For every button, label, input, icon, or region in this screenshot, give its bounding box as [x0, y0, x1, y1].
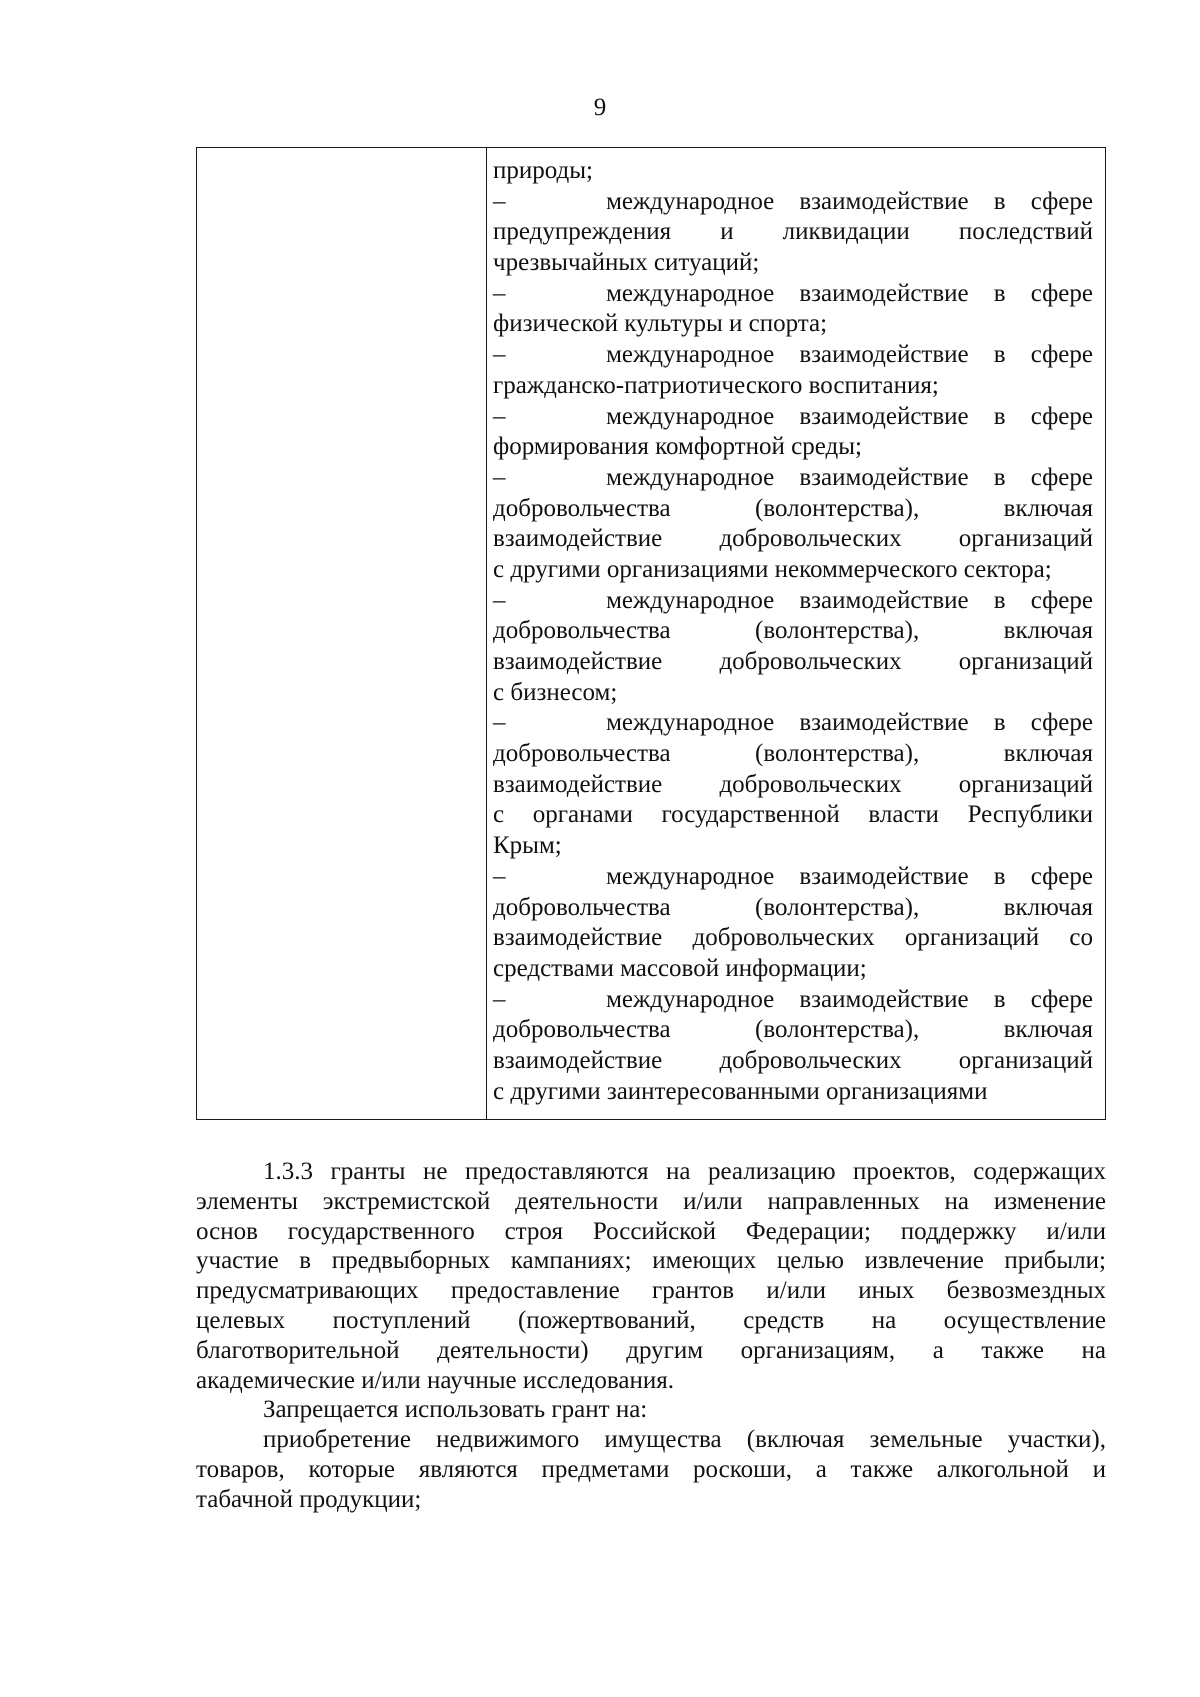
table-cell-line: – международное взаимодействие в сфере	[493, 463, 1093, 491]
table-cell-line: – международное взаимодействие в сфере	[493, 279, 1093, 307]
table-cell-line: – международное взаимодействие в сфере	[493, 586, 1093, 614]
table-cell-line: взаимодействие добровольческих организаций	[493, 525, 1093, 553]
table-cell-line: Крым;	[493, 832, 562, 860]
table-cell-line: взаимодействие добровольческих организаций	[493, 648, 1093, 675]
paragraph-line: 1.3.3 гранты не предоставляются на реализацию проектов, содержащих	[263, 1158, 1106, 1185]
table-cell-line: добровольчества (волонтерства), включая	[493, 617, 1093, 645]
paragraph-line: элементы экстремистской деятельности и/или направленных на изменение	[196, 1187, 1106, 1215]
table-cell-line: взаимодействие добровольческих организаций	[493, 1046, 1093, 1074]
table-cell-line: – международное взаимодействие в сфере	[493, 187, 1093, 215]
table-cell-line: добровольчества (волонтерства), включая	[493, 1016, 1093, 1044]
table-cell-line: с бизнесом;	[493, 678, 618, 706]
table-cell-line: с другими организациями некоммерческого сектора;	[493, 555, 1052, 583]
paragraph-line: Запрещается использовать грант на:	[263, 1396, 648, 1424]
table-cell-line: средствами массовой информации;	[493, 954, 867, 982]
table-cell-line: добровольчества (волонтерства), включая	[493, 893, 1093, 921]
table-cell-line: – международное взаимодействие в сфере	[493, 709, 1093, 737]
table-cell-line: физической культуры и спорта;	[493, 310, 828, 338]
table-cell-line: – международное взаимодействие в сфере	[493, 985, 1093, 1013]
body-text	[196, 1157, 1106, 1515]
paragraph-line: целевых поступлений (пожертвований, средств на осуществление	[196, 1306, 1106, 1334]
paragraph-line: приобретение недвижимого имущества (включая земельные участки),	[263, 1426, 1106, 1454]
table-cell-line: – международное взаимодействие в сфере	[493, 402, 1093, 430]
table-cell-line: природы;	[493, 157, 593, 184]
page-number: 9	[593, 94, 607, 121]
table-cell-line: с другими заинтересованными организациями	[493, 1077, 988, 1105]
table-cell-line: – международное взаимодействие в сфере	[493, 862, 1093, 890]
paragraph-line: товаров, которые являются предметами роскоши, а также алкогольной и	[196, 1455, 1106, 1483]
table-cell-line: добровольчества (волонтерства), включая	[493, 740, 1093, 768]
table-cell-line: предупреждения и ликвидации последствий	[493, 218, 1093, 246]
paragraph-line: основ государственного строя Российской Федерации; поддержку и/или	[196, 1217, 1106, 1245]
table-cell-line: взаимодействие добровольческих организаций	[493, 770, 1093, 798]
paragraph-line: благотворительной деятельности) другим организациям, а также на	[196, 1336, 1106, 1364]
table-left-cell	[197, 148, 487, 1119]
paragraph-line: предусматривающих предоставление грантов и/или иных безвозмездных	[196, 1277, 1106, 1305]
table-right-cell	[493, 156, 1093, 1107]
table-cell-line: добровольчества (волонтерства), включая	[493, 494, 1093, 522]
table-cell-line: с органами государственной власти Республики	[493, 801, 1093, 829]
paragraph-line: участие в предвыборных кампаниях; имеющих целью извлечение прибыли;	[196, 1247, 1106, 1275]
table-cell-line: – международное взаимодействие в сфере	[493, 341, 1093, 369]
table-cell-line: формирования комфортной среды;	[493, 433, 862, 461]
table-cell-line: взаимодействие добровольческих организаций со	[493, 924, 1093, 952]
table-cell-line: гражданско-патриотического воспитания;	[493, 371, 939, 399]
activity-table	[196, 147, 1106, 1120]
paragraph-line: академические и/или научные исследования.	[196, 1366, 674, 1394]
paragraph-line: табачной продукции;	[196, 1485, 422, 1513]
table-cell-line: чрезвычайных ситуаций;	[493, 249, 760, 277]
